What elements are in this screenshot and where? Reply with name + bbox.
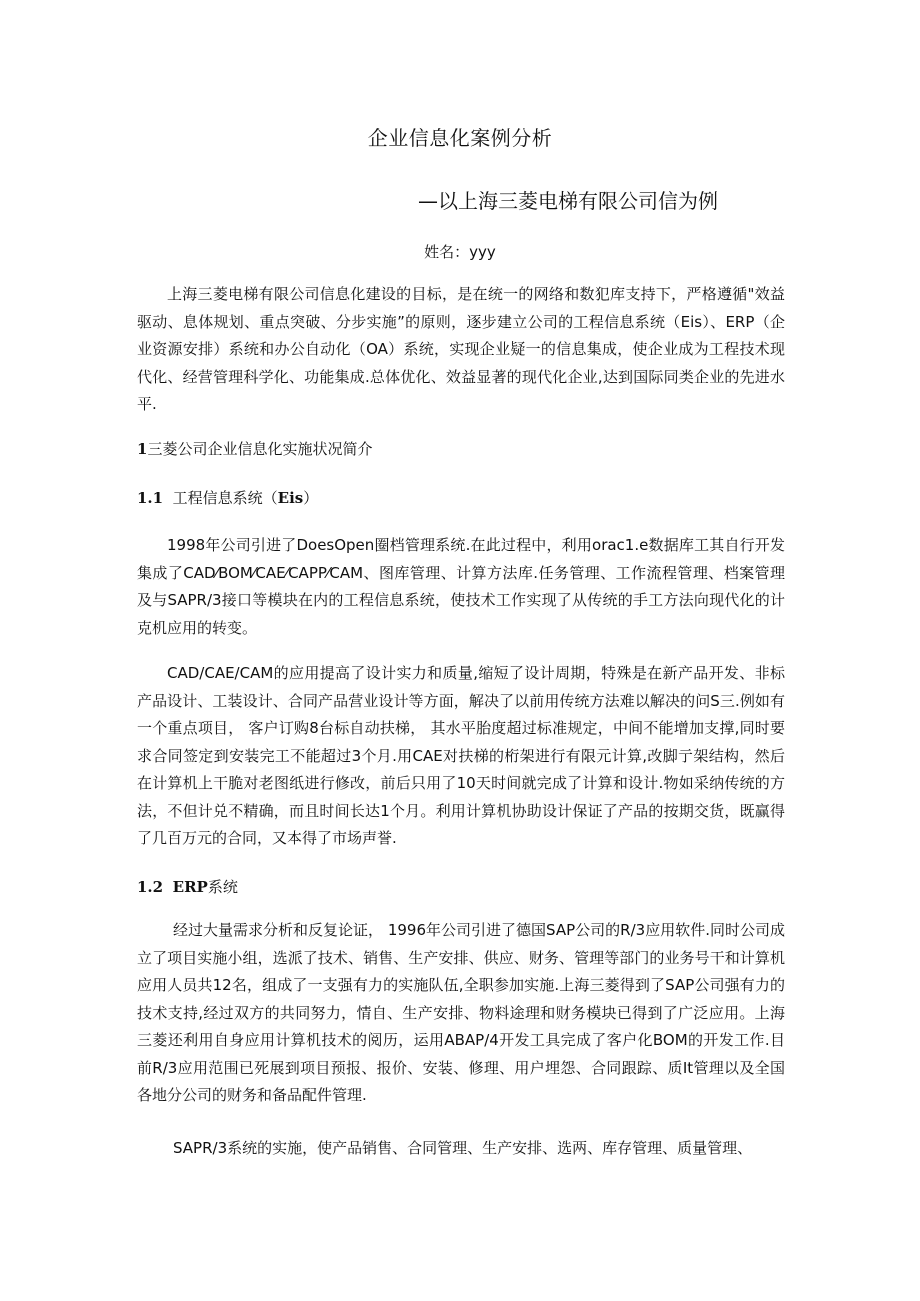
section-title-en: Eis xyxy=(277,489,304,507)
section-1-2-heading xyxy=(137,876,238,897)
section-1-2-paragraph-1: 经过大量需求分析和反复论证， 1996年公司引进了德国SAP公司的R/3应用软件.同时公司成立了项目实施小组，选派了技术、销售、生产安排、供应、财务、管理等部门的业务号干和计算机应用人员共12名，组成了一支强有力的实施队伍,全职参加实施.上海三菱得到了SAP公司强有力的技术支持,经过双方的共同努力，情自、生产安排、物料途理和财务模块已得到了广泛应用。上海三菱还利用自身应用计算机技术的阅历，运用ABAP/4开发工具完成了客户化BOM的开发工作.目前R/3应用范围已死展到项目预报、报价、安装、修理、用户埋怨、合同跟踪、质It管理以及全国各地分公司的财务和备品配件管理. xyxy=(137,921,785,1104)
intro-paragraph: 上海三菱电梯有限公司信息化建设的目标，是在统一的网络和数犯库支持下，严格遵循"效益驱动、息体规划、重点突破、分步实施”的原则，逐步建立公司的工程信息系统（Eis）、ERP（企业资源安排）系统和办公自动化（OA）系统，实现企业疑一的信息集成，使企业成为工程技术现代化、经营管理科学化、功能集成.总体优化、效益显著的现代化企业,达到国际同类企业的先进水平. xyxy=(137,285,785,413)
document-title: 企业信息化案例分析 xyxy=(367,126,553,150)
section-1-heading xyxy=(137,438,372,459)
section-number: 1.1 xyxy=(137,489,164,507)
section-number: 1 xyxy=(137,440,148,458)
section-1-1-heading xyxy=(137,487,318,508)
author-line: 姓名：yyy xyxy=(424,243,496,261)
section-title: 工程信息系统（ xyxy=(172,489,278,507)
section-title-en: ERP xyxy=(172,878,208,896)
section-number: 1.2 xyxy=(137,878,164,896)
section-1-2-paragraph-2: SAPR/3系统的实施，使产品销售、合同管理、生产安排、选两、库存管理、质量管理、 xyxy=(173,1139,753,1157)
section-title: 三菱公司企业信息化实施状况简介 xyxy=(147,440,373,458)
section-title: 系统 xyxy=(207,878,238,896)
section-1-1-paragraph-2: CAD/CAE/CAM的应用提高了设计实力和质量,缩短了设计周期，特殊是在新产品开发、非标产品设计、工装设计、合同产品营业设计等方面，解决了以前用传统方法难以解决的问S三.例如有一个重点项目， 客户订购8台标自动扶梯， 其水平胎度超过标准规定，中间不能增加支撑,同时要求合同签定到安装完工不能超过3个月.用CAE对扶梯的桁架进行有限元计算,改脚亍架结构，然后在计算机上干脆对老图纸进行修改，前后只用了10天时间就完成了计算和设计.物如采纳传统的方法，不但计兑不精确，而且时间长达1个月。利用计算机协助设计保证了产品的按期交货，既赢得了几百万元的合同，又本得了市场声誉. xyxy=(137,664,785,847)
document-subtitle: —以上海三菱电梯有限公司信为例 xyxy=(418,189,718,213)
section-1-1-paragraph-1: 1998年公司引进了DoesOpen圈档管理系统.在此过程中，利用orac1.e数据库工其自行开发集成了CAD⁄BOM⁄CAE⁄CAPP⁄CAM、图库管理、计算方法库.任务管理、工作流程管理、档案管理及与SAPR/3接口等模块在内的工程信息系统，使技术工作实现了从传统的手工方法向现代化的计克机应用的转变。 xyxy=(137,536,785,637)
section-title-end: ） xyxy=(303,489,319,507)
